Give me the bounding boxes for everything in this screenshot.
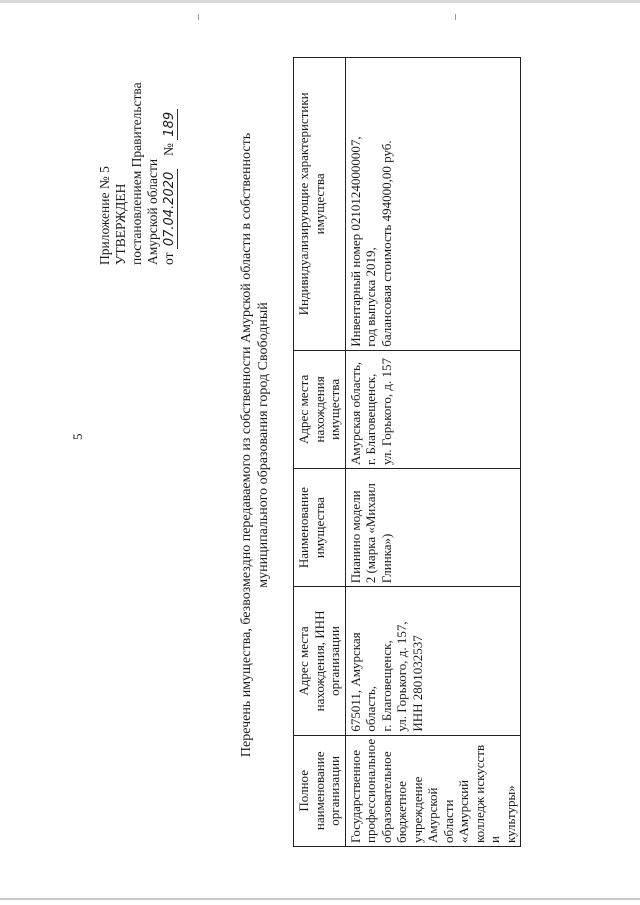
scan-edge-top — [0, 0, 640, 3]
title-line-1: Перечень имущества, безвозмездно передаваемого из собственности Амурской области в собственность — [239, 132, 254, 758]
document-title — [238, 15, 272, 875]
scan-edge-bottom — [0, 898, 640, 900]
header-property-name: Наименование имущества — [294, 469, 346, 587]
cell-property-address: Амурская область, г. Благовещенск, ул. Горького, д. 157 — [345, 350, 521, 468]
property-table — [293, 57, 521, 847]
number-prefix: № — [161, 143, 176, 156]
cell-org-name: Государственное профессиональное образовательное бюджетное учреждение Амурской области «Амурский колледж искусств и культуры» — [345, 735, 521, 846]
date-prefix: от — [161, 252, 176, 265]
header-characteristics: Индивидуализирующие характеристики имущества — [294, 58, 346, 351]
rotated-document — [75, 15, 518, 875]
handwritten-date: 07.04.2020 — [163, 169, 178, 249]
table-row — [345, 58, 521, 847]
table-header-row — [294, 58, 346, 847]
region-label: Амурской области — [145, 158, 160, 265]
header-property-address: Адрес места нахождения имущества — [294, 350, 346, 468]
header-org-name: Полное наименование организации — [294, 735, 346, 846]
date-number-line — [161, 25, 178, 265]
resolution-label: постановлением Правительства — [129, 82, 144, 265]
title-line-2: муниципального образования город Свободный — [256, 302, 271, 588]
page-number: 5 — [70, 433, 85, 440]
cell-characteristics: Инвентарный номер 02101240000007, год выпуска 2019, балансовая стоимость 494000,00 руб. — [345, 58, 521, 351]
cell-org-address: 675011, Амурская область, г. Благовещенск, ул. Горького, д. 157, ИНН 2801032537 — [345, 587, 521, 735]
header-org-address: Адрес места нахождения, ИНН организации — [294, 587, 346, 735]
handwritten-number: 189 — [163, 109, 178, 140]
appendix-label: Приложение № 5 — [97, 166, 112, 265]
approval-block — [97, 25, 178, 265]
cell-property-name: Пианино модели 2 (марка «Михаил Глинка») — [345, 469, 521, 587]
approved-label: УТВЕРЖДЕН — [113, 183, 128, 265]
